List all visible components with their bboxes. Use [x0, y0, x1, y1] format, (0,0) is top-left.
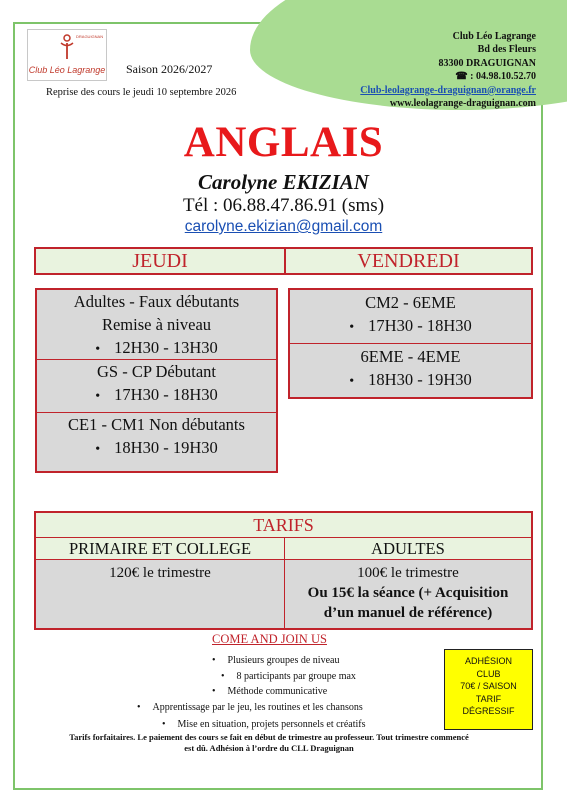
- jeudi-schedule: [35, 288, 278, 473]
- feature-item: • Apprentissage par le jeu, les routines et les chansons: [137, 702, 363, 714]
- group-time: • 18H30 - 19H30: [290, 368, 531, 393]
- adultes-price-session: Ou 15€ la séance (+ Acquisition: [307, 585, 509, 601]
- schedule-group: [37, 413, 276, 461]
- primaire-header: PRIMAIRE ET COLLEGE: [36, 538, 284, 559]
- club-logo: [27, 29, 107, 81]
- feature-item: • Méthode communicative: [212, 686, 327, 698]
- group-time: • 12H30 - 13H30: [37, 336, 276, 361]
- tarifs-title: TARIFS: [36, 513, 531, 537]
- teacher-name: Carolyne EKIZIAN: [198, 170, 369, 194]
- club-address-city: 83300 DRAGUIGNAN: [438, 57, 536, 69]
- group-level-note: Remise à niveau: [101, 315, 212, 334]
- footer-line: Tarifs forfaitaires. Le paiement des cours se fait en début de trimestre au professeur. Tout trimestre commencé: [69, 732, 469, 742]
- group-time: • 18H30 - 19H30: [37, 436, 276, 461]
- adultes-price-cell: [285, 560, 531, 628]
- schedule-group: [290, 345, 531, 393]
- club-email-link[interactable]: Club-leolagrange-draguignan@orange.fr: [360, 84, 536, 96]
- feature-item: • Plusieurs groupes de niveau: [212, 655, 339, 667]
- teacher-phone: Tél : 06.88.47.86.91 (sms): [182, 195, 385, 216]
- club-website[interactable]: www.leolagrange-draguignan.com: [389, 98, 536, 110]
- adhesion-line: TARIF: [475, 693, 502, 704]
- primaire-price: 120€ le trimestre: [109, 565, 211, 581]
- club-contact-block: [360, 30, 536, 110]
- adultes-price-note: d’un manuel de référence): [323, 605, 493, 621]
- footer-line: est dû. Adhésion à l’ordre du CLL Draguignan: [184, 743, 354, 753]
- logo-city-text: DRAGUIGNAN: [76, 34, 104, 39]
- group-time: • 17H30 - 18H30: [290, 314, 531, 339]
- primaire-price-cell: [36, 560, 284, 628]
- adhesion-price: 70€ / SAISON: [460, 681, 517, 691]
- group-separator: [290, 343, 531, 344]
- group-level: Adultes - Faux débutants: [73, 292, 240, 311]
- club-address-street: Bd des Fleurs: [477, 44, 536, 56]
- group-level: 6EME - 4EME: [360, 347, 461, 366]
- season-label: Saison 2026/2027: [126, 62, 213, 76]
- adhesion-line: ADHÉSION: [464, 656, 512, 666]
- adultes-price: 100€ le trimestre: [357, 565, 459, 581]
- schedule-group: [290, 291, 531, 339]
- logo-figure-icon: [58, 34, 76, 60]
- schedule-group: [37, 360, 276, 408]
- reprise-date: Reprise des cours le jeudi 10 septembre 2026: [46, 87, 237, 98]
- group-time: • 17H30 - 18H30: [37, 383, 276, 408]
- adhesion-line: DÉGRESSIF: [462, 706, 515, 716]
- adhesion-line: CLUB: [476, 668, 501, 679]
- adultes-header: ADULTES: [285, 538, 531, 559]
- adhesion-box: [444, 649, 533, 730]
- group-level: CE1 - CM1 Non débutants: [68, 415, 245, 434]
- teacher-email-link[interactable]: carolyne.ekizian@gmail.com: [184, 218, 383, 235]
- group-level: CM2 - 6EME: [365, 293, 456, 312]
- club-phone: ☎ : 04.98.10.52.70: [455, 71, 536, 83]
- tarifs-column-divider: [284, 538, 285, 628]
- footer-note: [34, 732, 504, 754]
- feature-item: • Mise en situation, projets personnels et créatifs: [162, 719, 366, 731]
- page-title: ANGLAIS: [183, 119, 384, 166]
- logo-text: Club Léo Lagrange: [28, 65, 106, 75]
- jeudi-header: JEUDI: [36, 249, 284, 273]
- club-name: Club Léo Lagrange: [452, 31, 536, 42]
- vendredi-schedule: [288, 288, 533, 399]
- feature-item: • 8 participants par groupe max: [221, 671, 356, 683]
- group-level: GS - CP Débutant: [96, 362, 216, 381]
- schedule-group: [37, 290, 276, 361]
- vendredi-header: VENDREDI: [286, 249, 531, 273]
- come-join-title: COME AND JOIN US: [212, 632, 327, 646]
